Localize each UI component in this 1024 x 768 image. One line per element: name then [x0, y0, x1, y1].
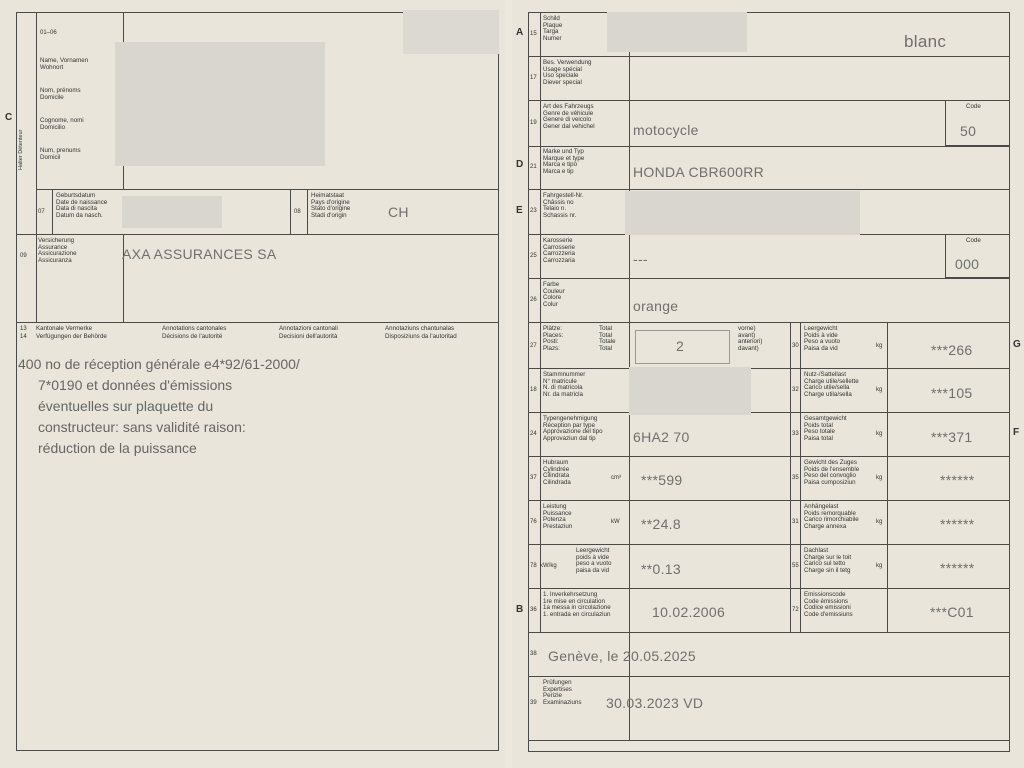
payload-value: ***105 [931, 385, 973, 401]
first-registration-value: 10.02.2006 [652, 604, 726, 620]
cantonal-label-de: Kantonale Vermerke [36, 325, 93, 332]
special-use-label: Bes. Verwendung Usage spécial Uso speciale Diever special [543, 59, 592, 86]
field-30-num: 30 [792, 343, 799, 349]
field-07-num: 07 [38, 209, 45, 215]
empty-weight-label: Leergewicht Poids à vide Peso a vuoto Paisa da vid [804, 325, 841, 352]
seats-sub-label: Total Total Totale Total [599, 325, 616, 352]
plate-redacted [607, 12, 747, 52]
field-23-num: 23 [530, 208, 537, 214]
seats-front-label: vorne) avant) anteriori) davant) [738, 325, 763, 352]
insurance-value: AXA ASSURANCES SA [122, 246, 277, 262]
field-55-num: 55 [792, 563, 799, 569]
side-letter-a: A [516, 27, 524, 38]
towing-value: ****** [940, 516, 975, 532]
field-09-num: 09 [20, 253, 27, 259]
displacement-label: Hubraum Cylindrée Cilindrata Cilindrada [543, 459, 571, 486]
side-letter-f: F [1013, 427, 1020, 438]
field-08-num: 08 [294, 209, 301, 215]
color-label: Farbe Couleur Colore Colur [543, 281, 565, 308]
top-right-redacted [403, 10, 499, 54]
field-name-label-rm: Num, prenums Domicil [40, 147, 81, 161]
payload-label: Nutz-/Sattellast Charge utile/sellette Carico utile/sella Charge utila/sella [804, 371, 859, 398]
body-code-label: Code [966, 237, 981, 244]
field-13-num: 13 [20, 326, 27, 332]
seats-label: Plätze: Places: Posti: Plazs: [543, 325, 564, 352]
matricule-redacted [629, 367, 751, 415]
field-26-num: 26 [530, 297, 537, 303]
power-unit: kW [611, 519, 620, 525]
plate-label: Schild Plaque Targa Numer [543, 15, 563, 42]
field-name-label-it: Cognome, nomi Domicilio [40, 117, 84, 131]
field-76-num: 76 [530, 519, 537, 525]
empty-weight-value: ***266 [931, 342, 973, 358]
plate-value: blanc [904, 32, 947, 51]
power-label: Leistung Puissance Potenza Prestaziun [543, 503, 573, 530]
displacement-value: ***599 [641, 472, 683, 488]
field-name-label-fr: Nom, prénoms Domicile [40, 87, 81, 101]
side-letter-b: B [516, 604, 524, 615]
roof-load-label: Dachlast Charge sur le toit Carico sul tetto Charge sin il tetg [804, 547, 852, 574]
cantonal-label-rm: Annotaziuns chantunalas [385, 325, 455, 332]
field-36-num: 36 [530, 607, 537, 613]
cantonal-label-fr: Annotations cantonales [162, 325, 227, 332]
type-approval-value: 6HA2 70 [633, 429, 690, 445]
power-weight-unit: kW/kg [540, 563, 557, 569]
vehicle-code-value: 50 [960, 123, 977, 139]
remark-line-5: réduction de la puissance [38, 440, 197, 456]
cantonal-label-it: Annotazioni cantonali [279, 325, 338, 332]
make-model-value: HONDA CBR600RR [633, 164, 765, 180]
first-registration-label: 1. Inverkehrsetzung 1re mise en circulation 1a messa in circolazione 1. entrada en circulaziun [543, 591, 611, 618]
emission-code-label: Emissionscode Code émissions Codice emissioni Code d'emissiuns [804, 591, 853, 618]
inspection-value: 30.03.2023 VD [606, 695, 704, 711]
vehicle-code-label: Code [966, 103, 981, 110]
field-33-num: 33 [792, 431, 799, 437]
train-weight-value: ****** [940, 472, 975, 488]
birthdate-label: Geburtsdatum Date de naissance Data di nascita Datum da nasch. [56, 192, 108, 219]
field-72-num: 72 [792, 607, 799, 613]
origin-label: Heimatstaat Pays d'origine Stato d'origine Stadi d'origin [311, 192, 351, 219]
side-letter-g: G [1013, 339, 1021, 350]
inspection-label: Prüfungen Expertises Perizie Examinaziuns [543, 679, 582, 706]
field-27-num: 27 [530, 343, 537, 349]
total-weight-value: ***371 [931, 429, 973, 445]
field-name-label-de: Name, Vornamen Wohnort [40, 57, 89, 71]
train-weight-label: Gewicht des Zuges Poids de l'ensemble Peso del convoglio Paisa cumposiziun [804, 459, 860, 486]
chassis-redacted [625, 191, 860, 235]
field-35-num: 35 [792, 475, 799, 481]
field-25-num: 25 [530, 253, 537, 259]
chassis-label: Fahrgestell-Nr. Châssis no Telaio n. Schassis nr. [543, 192, 584, 219]
side-letter-d: D [516, 159, 524, 170]
body-code-value: 000 [955, 256, 980, 272]
remark-line-1: 400 no de réception générale e4*92/61-2000/ [18, 356, 300, 372]
field-78-num: 78 [530, 563, 537, 569]
roof-load-value: ****** [940, 560, 975, 576]
holder-side-label: Halter Détenteur [18, 129, 24, 170]
field-21-num: 21 [530, 164, 537, 170]
remark-line-4: constructeur: sans validité raison: [38, 419, 246, 435]
field-17-num: 17 [530, 75, 537, 81]
authority-label-fr: Décisions de l'autorité [162, 333, 223, 340]
remark-line-3: éventuelles sur plaquette du [38, 398, 214, 414]
field-38-num: 38 [530, 651, 537, 657]
field-31-num: 31 [792, 519, 799, 525]
field-24-num: 24 [530, 431, 537, 437]
towing-label: Anhängelast Poids remorquable Carico rimorchiabile Charge annexa [804, 503, 859, 530]
emission-code-value: ***C01 [930, 604, 974, 620]
body-value: --- [633, 251, 648, 267]
matricule-label: Stammnummer N° matricule N. di matricola Nr. da matricla [543, 371, 586, 398]
field-14-num: 14 [20, 334, 27, 340]
insurance-label: Versicherung Assurance Assicurazione Assicuranza [38, 237, 77, 264]
remark-line-2: 7*0190 et données d'émissions [38, 377, 233, 393]
authority-label-rm: Disposiziuns da l'autoritad [385, 333, 457, 340]
field-15-num: 15 [530, 31, 537, 37]
authority-label-it: Decisioni dell'autorità [279, 333, 338, 340]
seats-value: 2 [676, 338, 685, 354]
authority-label-de: Verfügungen der Behörde [36, 333, 107, 340]
power-weight-label: Leergewicht poids à vide peso a vuoto paisa da vid [576, 547, 612, 574]
field-39-num: 39 [530, 700, 537, 706]
color-value: orange [633, 298, 679, 314]
power-weight-value: **0.13 [641, 561, 681, 577]
body-label: Karosserie Carrosserie Carrozzeria Carrozzaria [543, 237, 575, 264]
holder-name-redacted [115, 42, 325, 166]
field-32-num: 32 [792, 387, 799, 393]
vehicle-type-label: Art des Fahrzeugs Genre de véhicule Genere di veicolo Gener dal vehichel [543, 103, 595, 130]
field-18-num: 18 [530, 387, 537, 393]
side-letter-c: C [5, 112, 13, 123]
type-approval-label: Typengenehmigung Réception par type Approvazione del tipo Approvaziun dal tip [543, 415, 603, 442]
origin-value: CH [388, 204, 409, 220]
issue-place-date: Genève, le 20.05.2025 [548, 648, 696, 664]
total-weight-label: Gesamtgewicht Poids total Peso totale Paisa total [804, 415, 847, 442]
displacement-unit: cm³ [611, 475, 621, 481]
vehicle-type-value: motocycle [633, 122, 699, 138]
side-letter-e: E [516, 205, 523, 216]
field-19-num: 19 [530, 120, 537, 126]
power-value: **24.8 [641, 516, 681, 532]
field-37-num: 37 [530, 475, 537, 481]
make-model-label: Marke und Typ Marque et type Marca e tipo Marca e tip [543, 148, 585, 175]
right-page-frame [528, 12, 1010, 752]
field-01-num: 01–06 [40, 30, 57, 36]
birthdate-redacted [122, 196, 222, 228]
